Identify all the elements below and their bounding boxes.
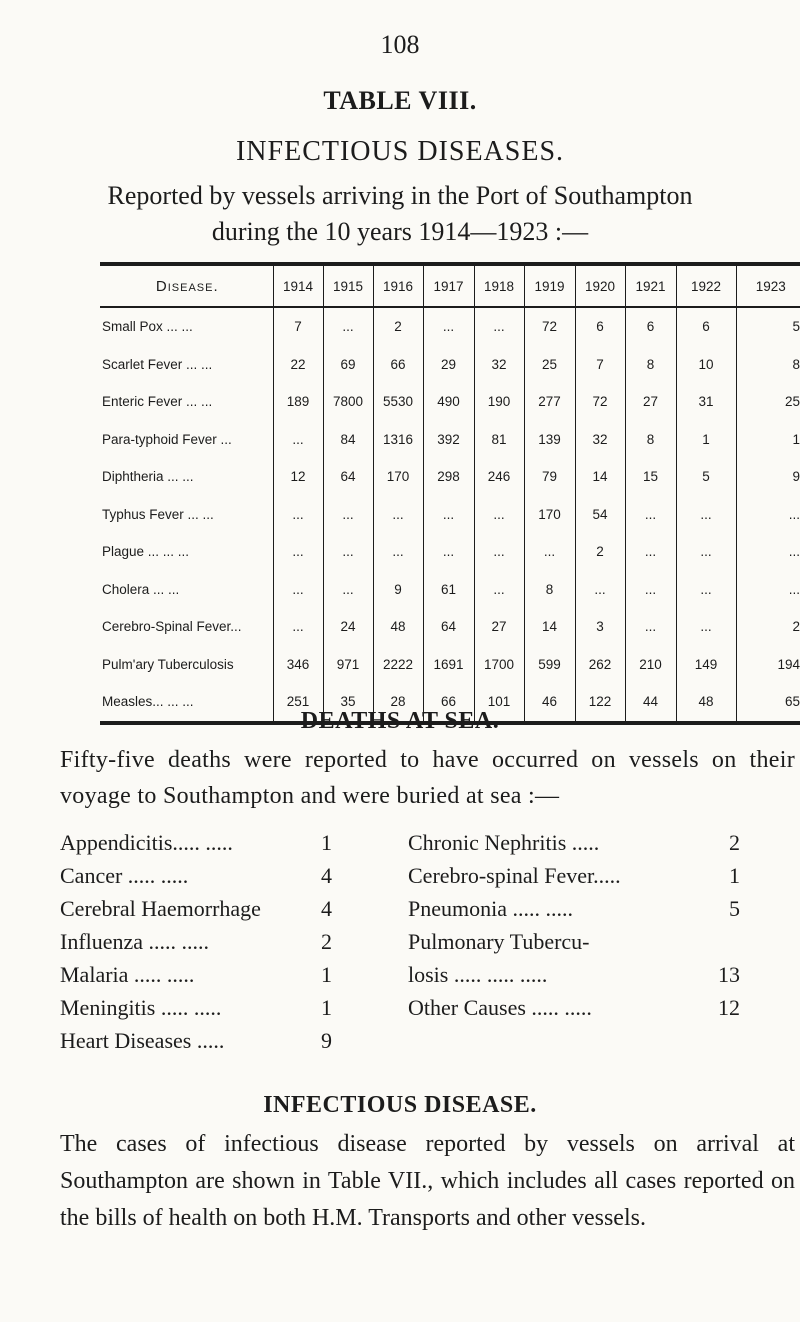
header-year: 1915 [323,264,373,307]
table-header-row [100,264,800,307]
death-cause-name: Heart Diseases ..... [60,1028,225,1053]
cell-value: 251 [273,683,323,723]
death-cause-item [60,892,332,925]
cell-value: 81 [474,421,524,459]
cell-value: 2 [575,533,625,571]
cell-value: 27 [625,383,676,421]
cell-value: 190 [474,383,524,421]
cell-value: 14 [575,458,625,496]
cell-value: 8 [625,346,676,384]
cell-value: ... [676,533,736,571]
cell-value: 1 [736,421,800,459]
subtitle-line-1: Reported by vessels arriving in the Port of Southampton [107,181,693,210]
death-cause-count: 1 [321,995,332,1020]
infectious-diseases-table-container [100,262,800,725]
cell-value: ... [625,571,676,609]
cell-value: 25 [524,346,575,384]
header-disease: Disease. [155,277,219,295]
disease-name: Diphtheria ... ... [102,469,194,485]
death-cause-item [408,958,740,991]
cell-value: ... [273,496,323,534]
disease-name: Small Pox ... ... [102,319,193,335]
death-cause-item [60,826,332,859]
cell-value: 122 [575,683,625,723]
cell-value: 194 [736,646,800,684]
cell-value: ... [474,307,524,346]
disease-name: Cerebro-Spinal Fever... [102,619,242,635]
cell-value: 8 [625,421,676,459]
death-cause-item [408,925,740,958]
death-cause-item [60,859,332,892]
cell-value: ... [625,608,676,646]
page-number: 108 [380,30,420,59]
cell-value: ... [625,533,676,571]
cell-value: 1691 [423,646,474,684]
cell-value: ... [474,533,524,571]
header-year: 1917 [423,264,474,307]
cell-value: 8 [524,571,575,609]
cell-value: 79 [524,458,575,496]
table-body [100,307,800,723]
death-cause-name: Cerebral Haemorrhage [60,896,261,921]
death-cause-name: Other Causes ..... ..... [408,995,592,1020]
subtitle-line-2: during the 10 years 1914—1923 :— [211,217,589,246]
cell-value: 25 [736,383,800,421]
header-year: 1922 [676,264,736,307]
death-cause-count: 13 [718,962,740,987]
header-year: 1918 [474,264,524,307]
cell-value: 64 [323,458,373,496]
table-row [100,383,800,421]
table-row [100,646,800,684]
cell-value: 3 [575,608,625,646]
header-year: 1914 [273,264,323,307]
cell-value: ... [323,533,373,571]
death-cause-count: 4 [321,863,332,888]
death-cause-item [60,1024,332,1057]
cell-value: 210 [625,646,676,684]
cell-value: 7800 [323,383,373,421]
cell-value: 6 [625,307,676,346]
disease-name: Measles... ... ... [102,694,194,710]
cell-value: 35 [323,683,373,723]
cell-value: 5 [736,307,800,346]
cell-value: 27 [474,608,524,646]
cell-value: ... [474,496,524,534]
cell-value: 28 [373,683,423,723]
cell-value: 189 [273,383,323,421]
cell-value: ... [736,496,800,534]
cell-value: 44 [625,683,676,723]
cell-value: ... [373,533,423,571]
cell-value: 48 [676,683,736,723]
cell-value: ... [676,608,736,646]
death-list-left [60,826,332,1057]
cell-value: 392 [423,421,474,459]
infectious-heading: INFECTIOUS DISEASE. [263,1092,537,1118]
cell-value: 6 [575,307,625,346]
death-cause-name: losis ..... ..... ..... [408,962,548,987]
header-year: 1916 [373,264,423,307]
death-cause-count: 1 [321,962,332,987]
death-cause-item [60,925,332,958]
table-row [100,496,800,534]
cell-value: 14 [524,608,575,646]
disease-name: Para-typhoid Fever ... [102,431,232,447]
disease-name: Plague ... ... ... [102,544,190,560]
death-cause-count: 2 [729,830,740,855]
cell-value: 346 [273,646,323,684]
cell-value: 61 [423,571,474,609]
cell-value: 2222 [373,646,423,684]
disease-name: Enteric Fever ... ... [102,394,213,410]
cell-value: 54 [575,496,625,534]
cell-value: 2 [373,307,423,346]
cell-value: ... [736,533,800,571]
cell-value: 65 [736,683,800,723]
cell-value: 9 [736,458,800,496]
cell-value: 64 [423,608,474,646]
death-cause-item [60,991,332,1024]
header-year: 1920 [575,264,625,307]
cell-value: ... [676,571,736,609]
table-row [100,346,800,384]
cell-value: 29 [423,346,474,384]
cell-value: ... [423,496,474,534]
infectious-paragraph: The cases of infectious disease reported by vessels on arrival at Southampton are shown in Table VII., which includes all cases reported on the bills of health on both H.M. Transports and other vessels. [60,1131,795,1231]
death-cause-count: 12 [718,995,740,1020]
table-row [100,421,800,459]
table-row [100,571,800,609]
cell-value: 24 [323,608,373,646]
cell-value: 84 [323,421,373,459]
cell-value: ... [423,307,474,346]
death-cause-name: Influenza ..... ..... [60,929,210,954]
cell-value: 170 [524,496,575,534]
header-year: 1921 [625,264,676,307]
cell-value: 12 [273,458,323,496]
death-cause-name: Pneumonia ..... ..... [408,896,573,921]
cell-value: 246 [474,458,524,496]
cell-value: 2 [736,608,800,646]
cell-value: 149 [676,646,736,684]
cell-value: ... [625,496,676,534]
death-cause-count: 9 [321,1028,332,1053]
disease-name: Typhus Fever ... ... [102,506,214,522]
header-year: 1919 [524,264,575,307]
cell-value: ... [676,496,736,534]
cell-value: 9 [373,571,423,609]
cell-value: 7 [575,346,625,384]
cell-value: 101 [474,683,524,723]
death-cause-count: 1 [729,863,740,888]
cell-value: ... [273,608,323,646]
cell-value: 5 [676,458,736,496]
cell-value: 277 [524,383,575,421]
cell-value: 72 [575,383,625,421]
cell-value: 69 [323,346,373,384]
death-cause-count: 2 [321,929,332,954]
death-cause-name: Cancer ..... ..... [60,863,189,888]
cell-value: 15 [625,458,676,496]
disease-name: Cholera ... ... [102,581,180,597]
cell-value: 5530 [373,383,423,421]
cell-value: 298 [423,458,474,496]
death-cause-name: Chronic Nephritis ..... [408,830,600,855]
cell-value: 490 [423,383,474,421]
cell-value: ... [474,571,524,609]
death-cause-name: Pulmonary Tubercu- [408,929,590,954]
deaths-heading: DEATHS AT SEA. [300,708,500,734]
death-cause-name: Meningitis ..... ..... [60,995,222,1020]
cell-value: 66 [423,683,474,723]
cell-value: 262 [575,646,625,684]
cell-value: 10 [676,346,736,384]
cell-value: 7 [273,307,323,346]
cell-value: 139 [524,421,575,459]
death-list-right [408,826,740,1024]
death-cause-count: 5 [729,896,740,921]
cell-value: 48 [373,608,423,646]
death-cause-count: 4 [321,896,332,921]
death-cause-item [408,991,740,1024]
cell-value: ... [423,533,474,571]
cell-value: 22 [273,346,323,384]
infectious-diseases-table [100,262,800,725]
death-cause-item [60,958,332,991]
cell-value: ... [323,571,373,609]
table-row [100,533,800,571]
cell-value: ... [273,533,323,571]
cell-value: ... [575,571,625,609]
cell-value: 6 [676,307,736,346]
death-cause-name: Cerebro-spinal Fever..... [408,863,621,888]
cell-value: ... [323,307,373,346]
cell-value: 1 [676,421,736,459]
cell-value: ... [273,421,323,459]
cell-value: 31 [676,383,736,421]
cell-value: 1316 [373,421,423,459]
deaths-intro: Fifty-five deaths were reported to have occurred on vessels on their voyage to Southampton and were buried at sea :— [60,747,795,809]
table-row [100,458,800,496]
subtitle [0,178,800,250]
cell-value: ... [736,571,800,609]
cell-value: 66 [373,346,423,384]
header-year: 1923 [736,264,800,307]
cell-value: 32 [575,421,625,459]
cell-value: 1700 [474,646,524,684]
disease-name: Pulm'ary Tuberculosis [102,656,234,672]
cell-value: 971 [323,646,373,684]
main-heading: INFECTIOUS DISEASES. [235,136,565,167]
death-cause-count: 1 [321,830,332,855]
death-cause-name: Appendicitis..... ..... [60,830,233,855]
table-title: TABLE VIII. [323,86,477,115]
death-cause-item [408,892,740,925]
cell-value: ... [373,496,423,534]
cell-value: 32 [474,346,524,384]
death-cause-item [408,826,740,859]
death-cause-name: Malaria ..... ..... [60,962,195,987]
disease-name: Scarlet Fever ... ... [102,356,213,372]
cell-value: 170 [373,458,423,496]
cell-value: 46 [524,683,575,723]
cell-value: 599 [524,646,575,684]
cell-value: 8 [736,346,800,384]
table-row [100,608,800,646]
cell-value: ... [273,571,323,609]
cell-value: ... [323,496,373,534]
cell-value: 72 [524,307,575,346]
cell-value: ... [524,533,575,571]
death-cause-item [408,859,740,892]
table-row [100,307,800,346]
